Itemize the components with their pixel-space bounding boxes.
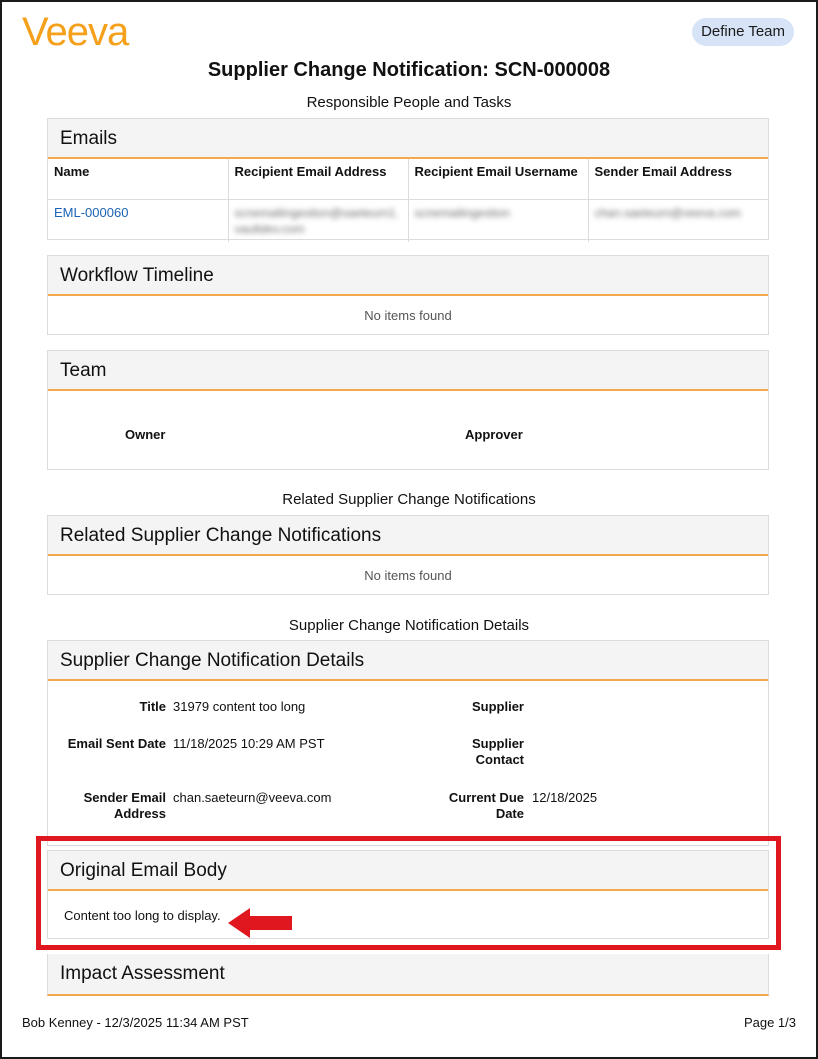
table-row	[48, 199, 768, 242]
impact-assessment-header: Impact Assessment	[47, 954, 769, 996]
define-team-button[interactable]: Define Team	[692, 18, 794, 46]
scn-details-panel	[47, 640, 769, 846]
title-value: 31979 content too long	[173, 699, 306, 714]
page-title: Supplier Change Notification: SCN-000008	[207, 59, 611, 81]
details-caption: Supplier Change Notification Details	[288, 617, 530, 634]
title-label: Title	[139, 699, 166, 714]
emails-header: Emails	[48, 119, 768, 159]
veeva-logo	[22, 12, 150, 50]
scn-details-header: Supplier Change Notification Details	[48, 641, 768, 681]
footer-user-timestamp: Bob Kenney - 12/3/2025 11:34 AM PST	[22, 1015, 249, 1030]
team-owner-label: Owner	[125, 427, 166, 442]
team-header: Team	[48, 351, 768, 391]
email-record-link[interactable]: EML-000060	[54, 204, 129, 220]
related-empty-text: No items found	[364, 568, 452, 583]
supplier-contact-label: Supplier Contact	[471, 736, 524, 767]
related-scn-panel	[47, 515, 769, 595]
recipient-email-value: scnemailingestion@saeteurn1.vaultdev.com	[234, 205, 399, 236]
related-scn-header: Related Supplier Change Notifications	[48, 516, 768, 556]
workflow-timeline-panel	[47, 255, 769, 335]
team-panel	[47, 350, 769, 470]
current-due-date-label: Current Due Date	[448, 790, 524, 821]
email-sent-date-value: 11/18/2025 10:29 AM PST	[173, 736, 325, 751]
sender-email-address-value: chan.saeteurn@veeva.com	[173, 790, 332, 805]
email-sent-date-label: Email Sent Date	[67, 736, 166, 751]
sender-email-value: chan.saeteurn@veeva.com	[594, 205, 741, 220]
emails-table	[48, 159, 768, 242]
related-caption: Related Supplier Change Notifications	[282, 491, 536, 508]
svg-text:Veeva: Veeva	[22, 12, 129, 50]
sender-email-address-label: Sender Email Address	[83, 790, 166, 821]
column-header-recipient-username[interactable]: Recipient Email Username	[408, 159, 588, 199]
team-approver-label: Approver	[465, 427, 523, 442]
workflow-empty-text: No items found	[364, 308, 452, 323]
column-header-name[interactable]: Name	[48, 159, 228, 199]
red-arrow-icon	[228, 908, 292, 938]
original-email-body-header: Original Email Body	[48, 851, 768, 891]
column-header-sender-email[interactable]: Sender Email Address	[588, 159, 768, 199]
supplier-label: Supplier	[471, 699, 524, 714]
recipient-username-value: scnemailingestion	[414, 205, 510, 220]
original-email-body-text: Content too long to display.	[64, 908, 221, 923]
table-header-row	[48, 159, 768, 199]
footer-page-number: Page 1/3	[743, 1015, 796, 1030]
workflow-timeline-header: Workflow Timeline	[48, 256, 768, 296]
responsible-caption: Responsible People and Tasks	[306, 94, 512, 111]
emails-panel	[47, 118, 769, 240]
column-header-recipient-email[interactable]: Recipient Email Address	[228, 159, 408, 199]
highlight-box	[36, 836, 781, 950]
current-due-date-value: 12/18/2025	[532, 790, 598, 805]
